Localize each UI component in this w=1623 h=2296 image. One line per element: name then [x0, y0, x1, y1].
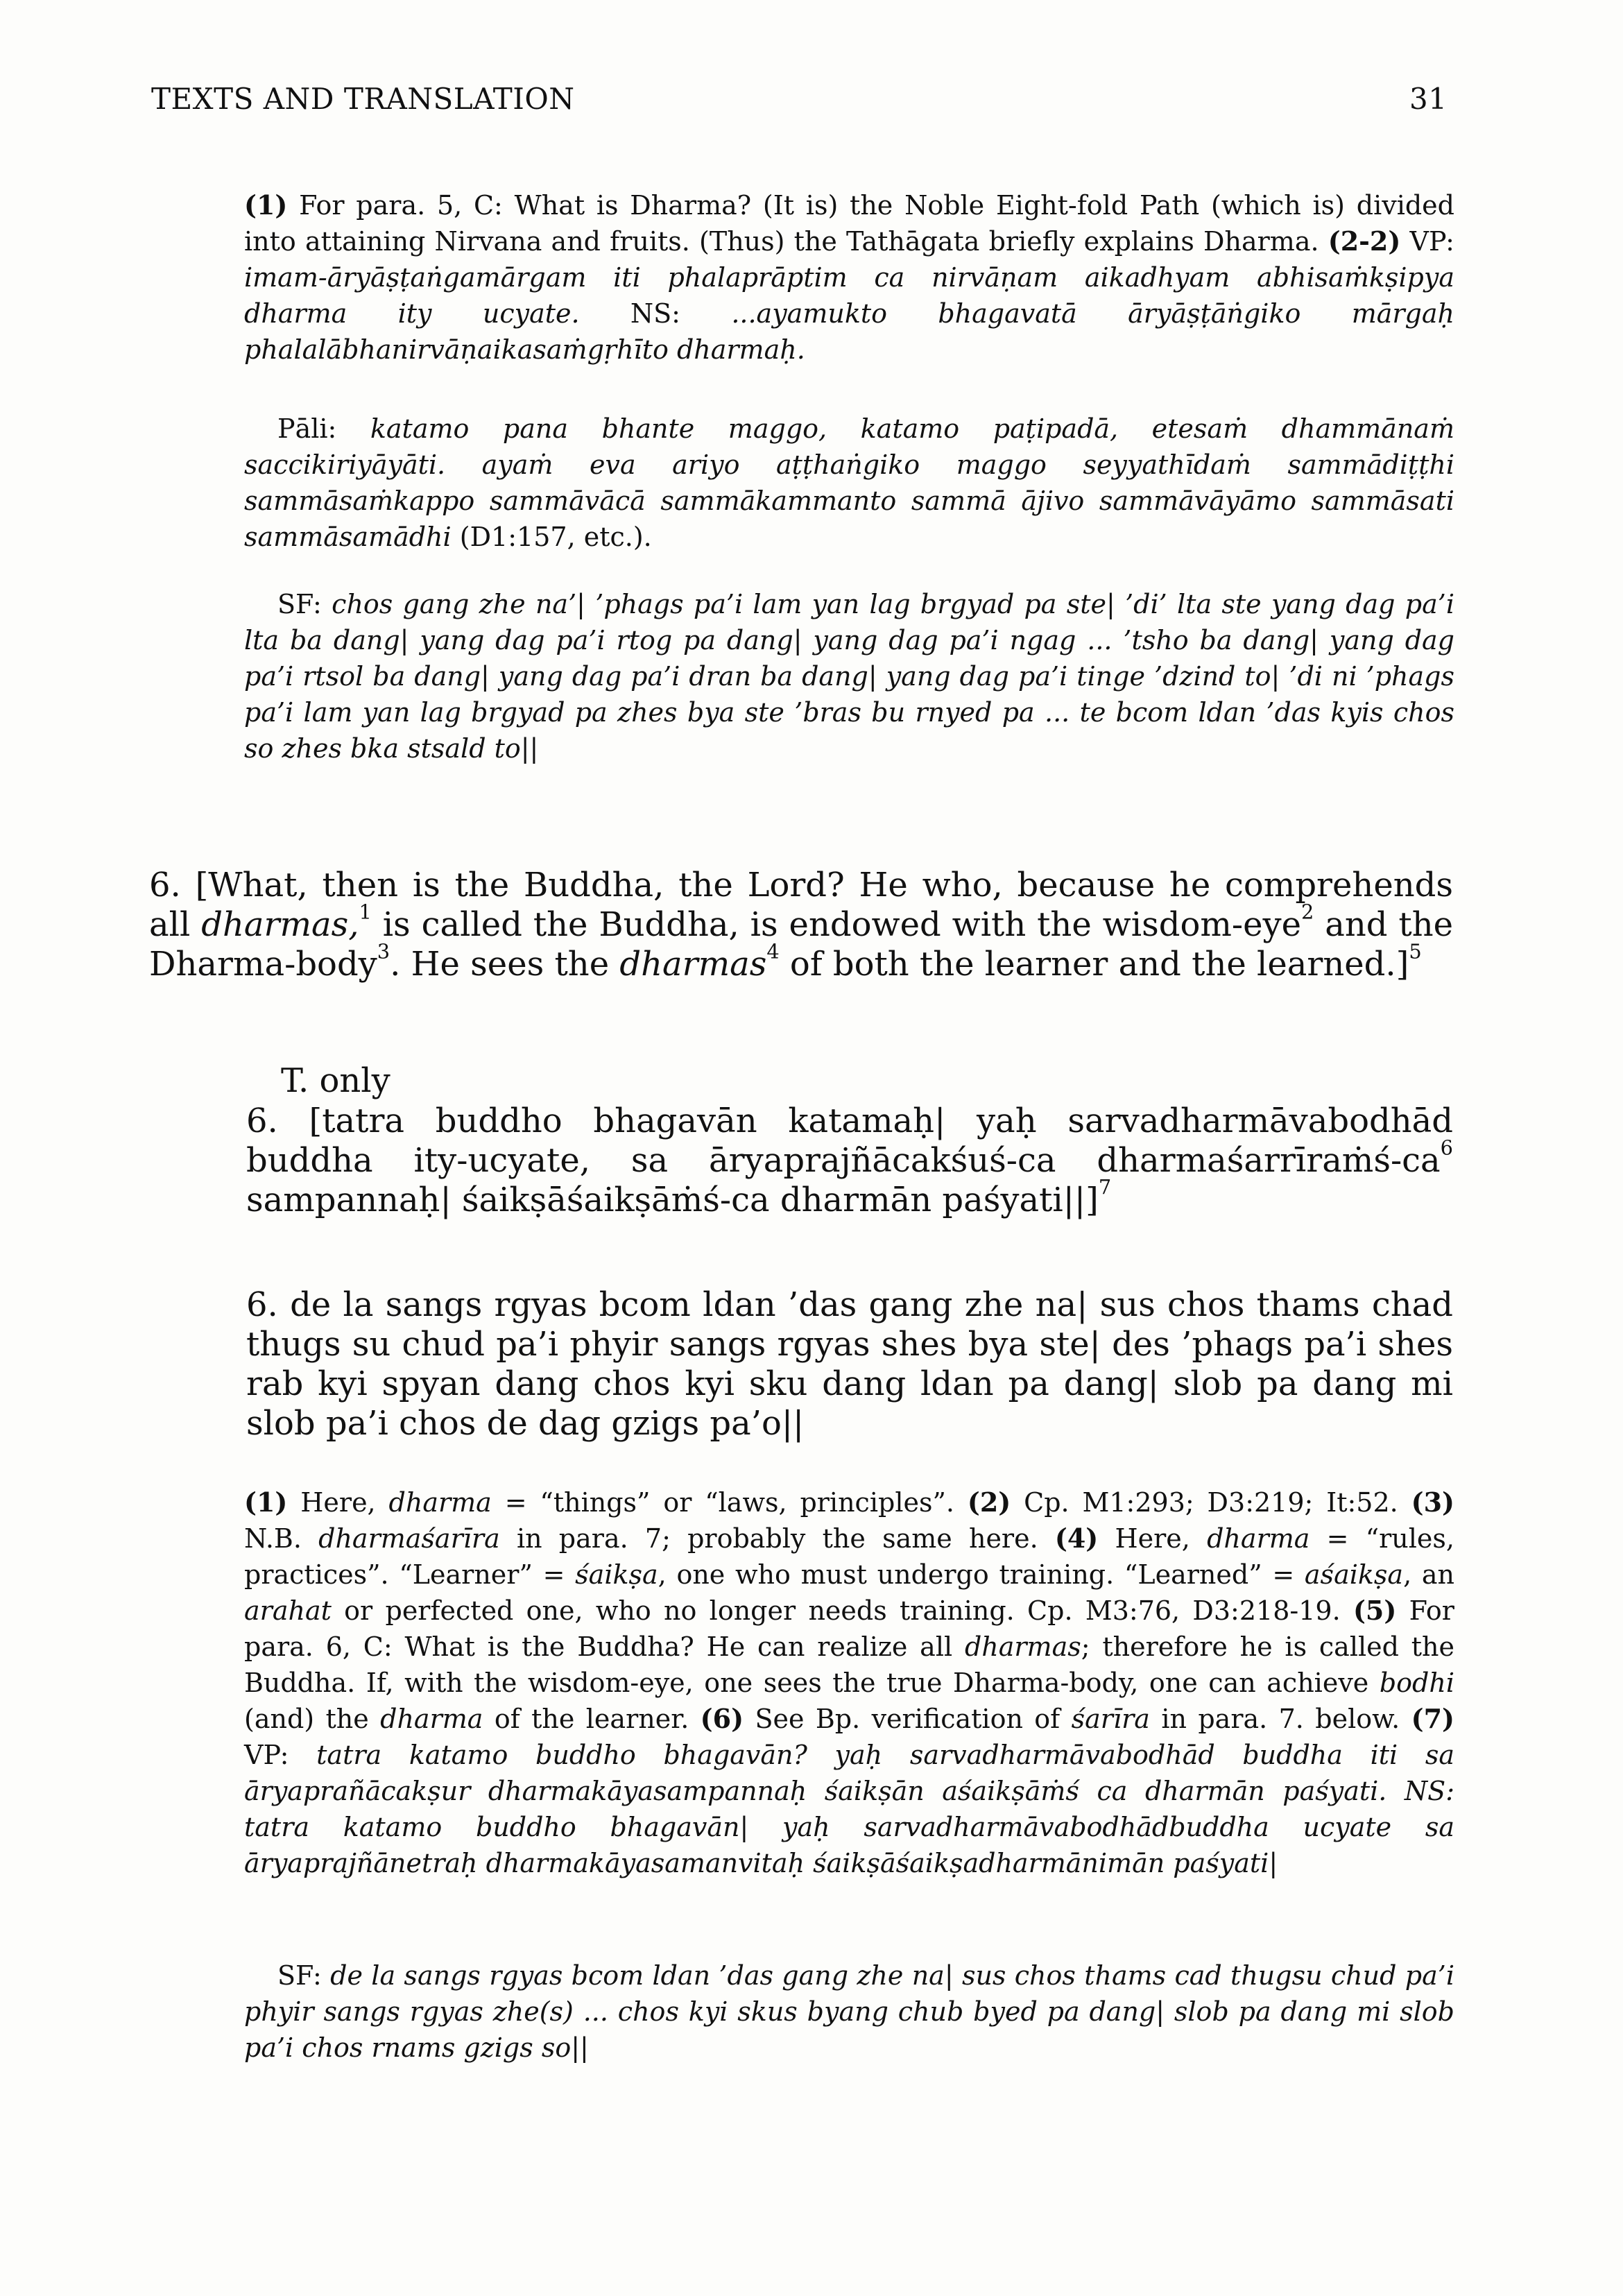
para6-tibetan [246, 1285, 1453, 1443]
text-run: in para. 7; probably the same here. [499, 1523, 1055, 1554]
text-run: sampannaḥ| śaikṣāśaikṣāṁś-ca dharmān paśyati||] [246, 1181, 1099, 1219]
note-number: (2-2) [1328, 225, 1401, 257]
text-run: 6. [tatra buddho bhagavān katamaḥ| yaḥ sarvadharmāvabodhād buddha ity-ucyate, sa āryaprajñācakśuś-ca dharmaśarrīraṁś-ca [246, 1102, 1453, 1180]
text-run: arahat [244, 1595, 332, 1626]
text-run: 6. de la sangs rgyas bcom ldan ’das gang zhe na| sus chos thams chad thugs su chud pa’i phyir sangs rgyas shes bya ste| des ’phags pa’i shes rab kyi spyan dang chos kyi sku dang ldan pa dang| slob pa dang mi slob pa’i chos de dag gzigs pa’o|| [246, 1285, 1453, 1443]
text-run: śarīra [1071, 1704, 1150, 1734]
text-run: Cp. M1:293; D3:219; It:52. [1011, 1487, 1411, 1518]
note-number: (6) [700, 1703, 744, 1734]
text-run: VP: [1400, 226, 1454, 257]
text-run: N.B. [244, 1523, 319, 1554]
para6-sanskrit [246, 1102, 1453, 1220]
text-run: , an [1403, 1559, 1454, 1590]
text-run: Here, [287, 1487, 389, 1518]
text-run: katamo pana bhante maggo, katamo paṭipadā, etesaṁ dhammānaṁ saccikiriyāyāti. ayaṁ eva ariyo aṭṭhaṅgiko maggo seyyathīdaṁ sammādiṭṭhi sammāsaṁkappo sammāvācā sammākammanto sammā ājivo sammāvāyāmo sammāsati sammāsamādhi [244, 413, 1454, 552]
note-number: (4) [1054, 1523, 1099, 1554]
note-number: (1) [244, 1487, 288, 1518]
text-run: chos gang zhe na’| ’phags pa’i lam yan lag brgyad pa ste| ’di’ lta ste yang dag pa’i lta ba dang| yang dag pa’i rtog pa dang| yang dag pa’i ngag ... ’tsho ba dang| yang dag pa’i rtsol ba dang| yang dag pa’i dran ba dang| yang dag pa’i tinge ’dzind to| ’di ni ’phags pa’i lam yan lag brgyad pa zhes bya ste ’bras bu rnyed pa ... te bcom ldan ’das kyis chos so zhes bka stsald to|| [244, 589, 1454, 764]
note-number: (2) [967, 1487, 1011, 1518]
text-run: (and) the [244, 1704, 381, 1734]
text-run: For para. 5, C: What is Dharma? (It is) the Noble Eight-fold Path (which is) divided into attaining Nirvana and fruits. (Thus) the Tathāgata briefly explains Dharma. [244, 190, 1454, 257]
notes-para6 [244, 1484, 1454, 1881]
note-number: (1) [244, 189, 288, 221]
text-run: . He sees the [390, 945, 620, 984]
text-run: dharma [388, 1487, 492, 1518]
text-run: ; therefore he is called the Buddha. If, with the wisdom-eye, one sees the true Dharma-body, one can achieve [244, 1631, 1454, 1698]
page-number: 31 [1409, 82, 1448, 116]
text-run: SF: [277, 589, 332, 619]
text-run: VP: [244, 1740, 317, 1770]
text-run: aśaikṣa [1304, 1559, 1404, 1590]
text-run: dharma [380, 1704, 483, 1734]
text-run: , one who must undergo training. “Learned” = [658, 1559, 1305, 1590]
footnote-marker: 1 [359, 900, 372, 924]
text-run: tatra katamo buddho bhagavān? yaḥ sarvadharmāvabodhād buddha iti sa āryaprañācakṣur dharmakāyasampannaḥ śaikṣān aśaikṣāṁś ca dharmān paśyati. NS: tatra katamo buddho bhagavān| yaḥ sarvadharmāvabodhādbuddha ucyate sa āryaprajñānetraḥ dharmakāyasamanvitaḥ śaikṣāśaikṣadharmānimān paśyati| [244, 1740, 1455, 1878]
text-run: dharmas [619, 945, 767, 984]
pali-para5 [244, 411, 1454, 555]
text-run: dharmas [964, 1631, 1081, 1662]
note-number: (5) [1352, 1595, 1397, 1626]
text-run: (D1:157, etc.). [451, 522, 652, 552]
text-run: dharmaśarīra [318, 1523, 500, 1554]
text-run: For para. 6, C: What is the Buddha? He can realize all [244, 1595, 1454, 1662]
text-run: and the Dharma-body [149, 905, 1454, 984]
text-run: ...ayamukto bhagavatā āryāṣṭāṅgiko mārgaḥ phalalābhanirvāṇaikasaṁgṛhīto dharmaḥ. [244, 298, 1455, 365]
text-run: imam-āryāṣṭaṅgamārgam iti phalaprāptim ca nirvāṇam aikadhyam abhisaṁkṣipya dharma ity ucyate. [244, 262, 1454, 329]
text-run: = “rules, practices”. “Learner” = [244, 1523, 1454, 1590]
para6-translation [149, 866, 1453, 984]
note-number: (7) [1411, 1703, 1454, 1734]
text-run: Pāli: [277, 413, 370, 444]
footnote-marker: 7 [1098, 1175, 1112, 1199]
text-run: of both the learner and the learned.] [779, 945, 1409, 984]
footnote-marker: 2 [1301, 900, 1314, 924]
text-run: = “things” or “laws, principles”. [491, 1487, 968, 1518]
text-run: SF: [277, 1960, 331, 1991]
text-run: 6. [What, then is the Buddha, the Lord? He who, because he comprehends all [149, 866, 1453, 944]
text-run: NS: [579, 298, 732, 329]
text-run: or perfected one, who no longer needs training. Cp. M3:76, D3:218-19. [331, 1595, 1353, 1626]
footnote-marker: 3 [377, 939, 390, 963]
note-number: (3) [1411, 1487, 1454, 1518]
text-run: in para. 7. below. [1149, 1704, 1411, 1734]
text-run: See Bp. verification of [744, 1704, 1072, 1734]
running-title: TEXTS AND TRANSLATION [151, 82, 575, 116]
text-run: of the learner. [483, 1704, 701, 1734]
footnote-marker: 5 [1409, 939, 1422, 963]
footnote-marker: 6 [1440, 1136, 1453, 1160]
text-run: dharma [1207, 1523, 1310, 1554]
text-run: bodhi [1379, 1668, 1454, 1698]
text-run: Here, [1098, 1523, 1208, 1554]
sf-para6 [244, 1957, 1454, 2066]
note-para5 [244, 187, 1454, 368]
footnote-marker: 4 [766, 939, 780, 963]
text-run: de la sangs rgyas bcom ldan ’das gang zhe na| sus chos thams cad thugsu chud pa’i phyir sangs rgyas zhe(s) ... chos kyi skus byang chub byed pa dang| slob pa dang mi slob pa’i chos rnams gzigs so|| [244, 1960, 1454, 2063]
text-run: dharmas, [201, 905, 359, 944]
source-label: T. only [281, 1061, 390, 1100]
text-run: śaikṣa [575, 1559, 658, 1590]
sf-para5 [244, 586, 1454, 766]
text-run: is called the Buddha, is endowed with the wisdom-eye [371, 905, 1302, 944]
